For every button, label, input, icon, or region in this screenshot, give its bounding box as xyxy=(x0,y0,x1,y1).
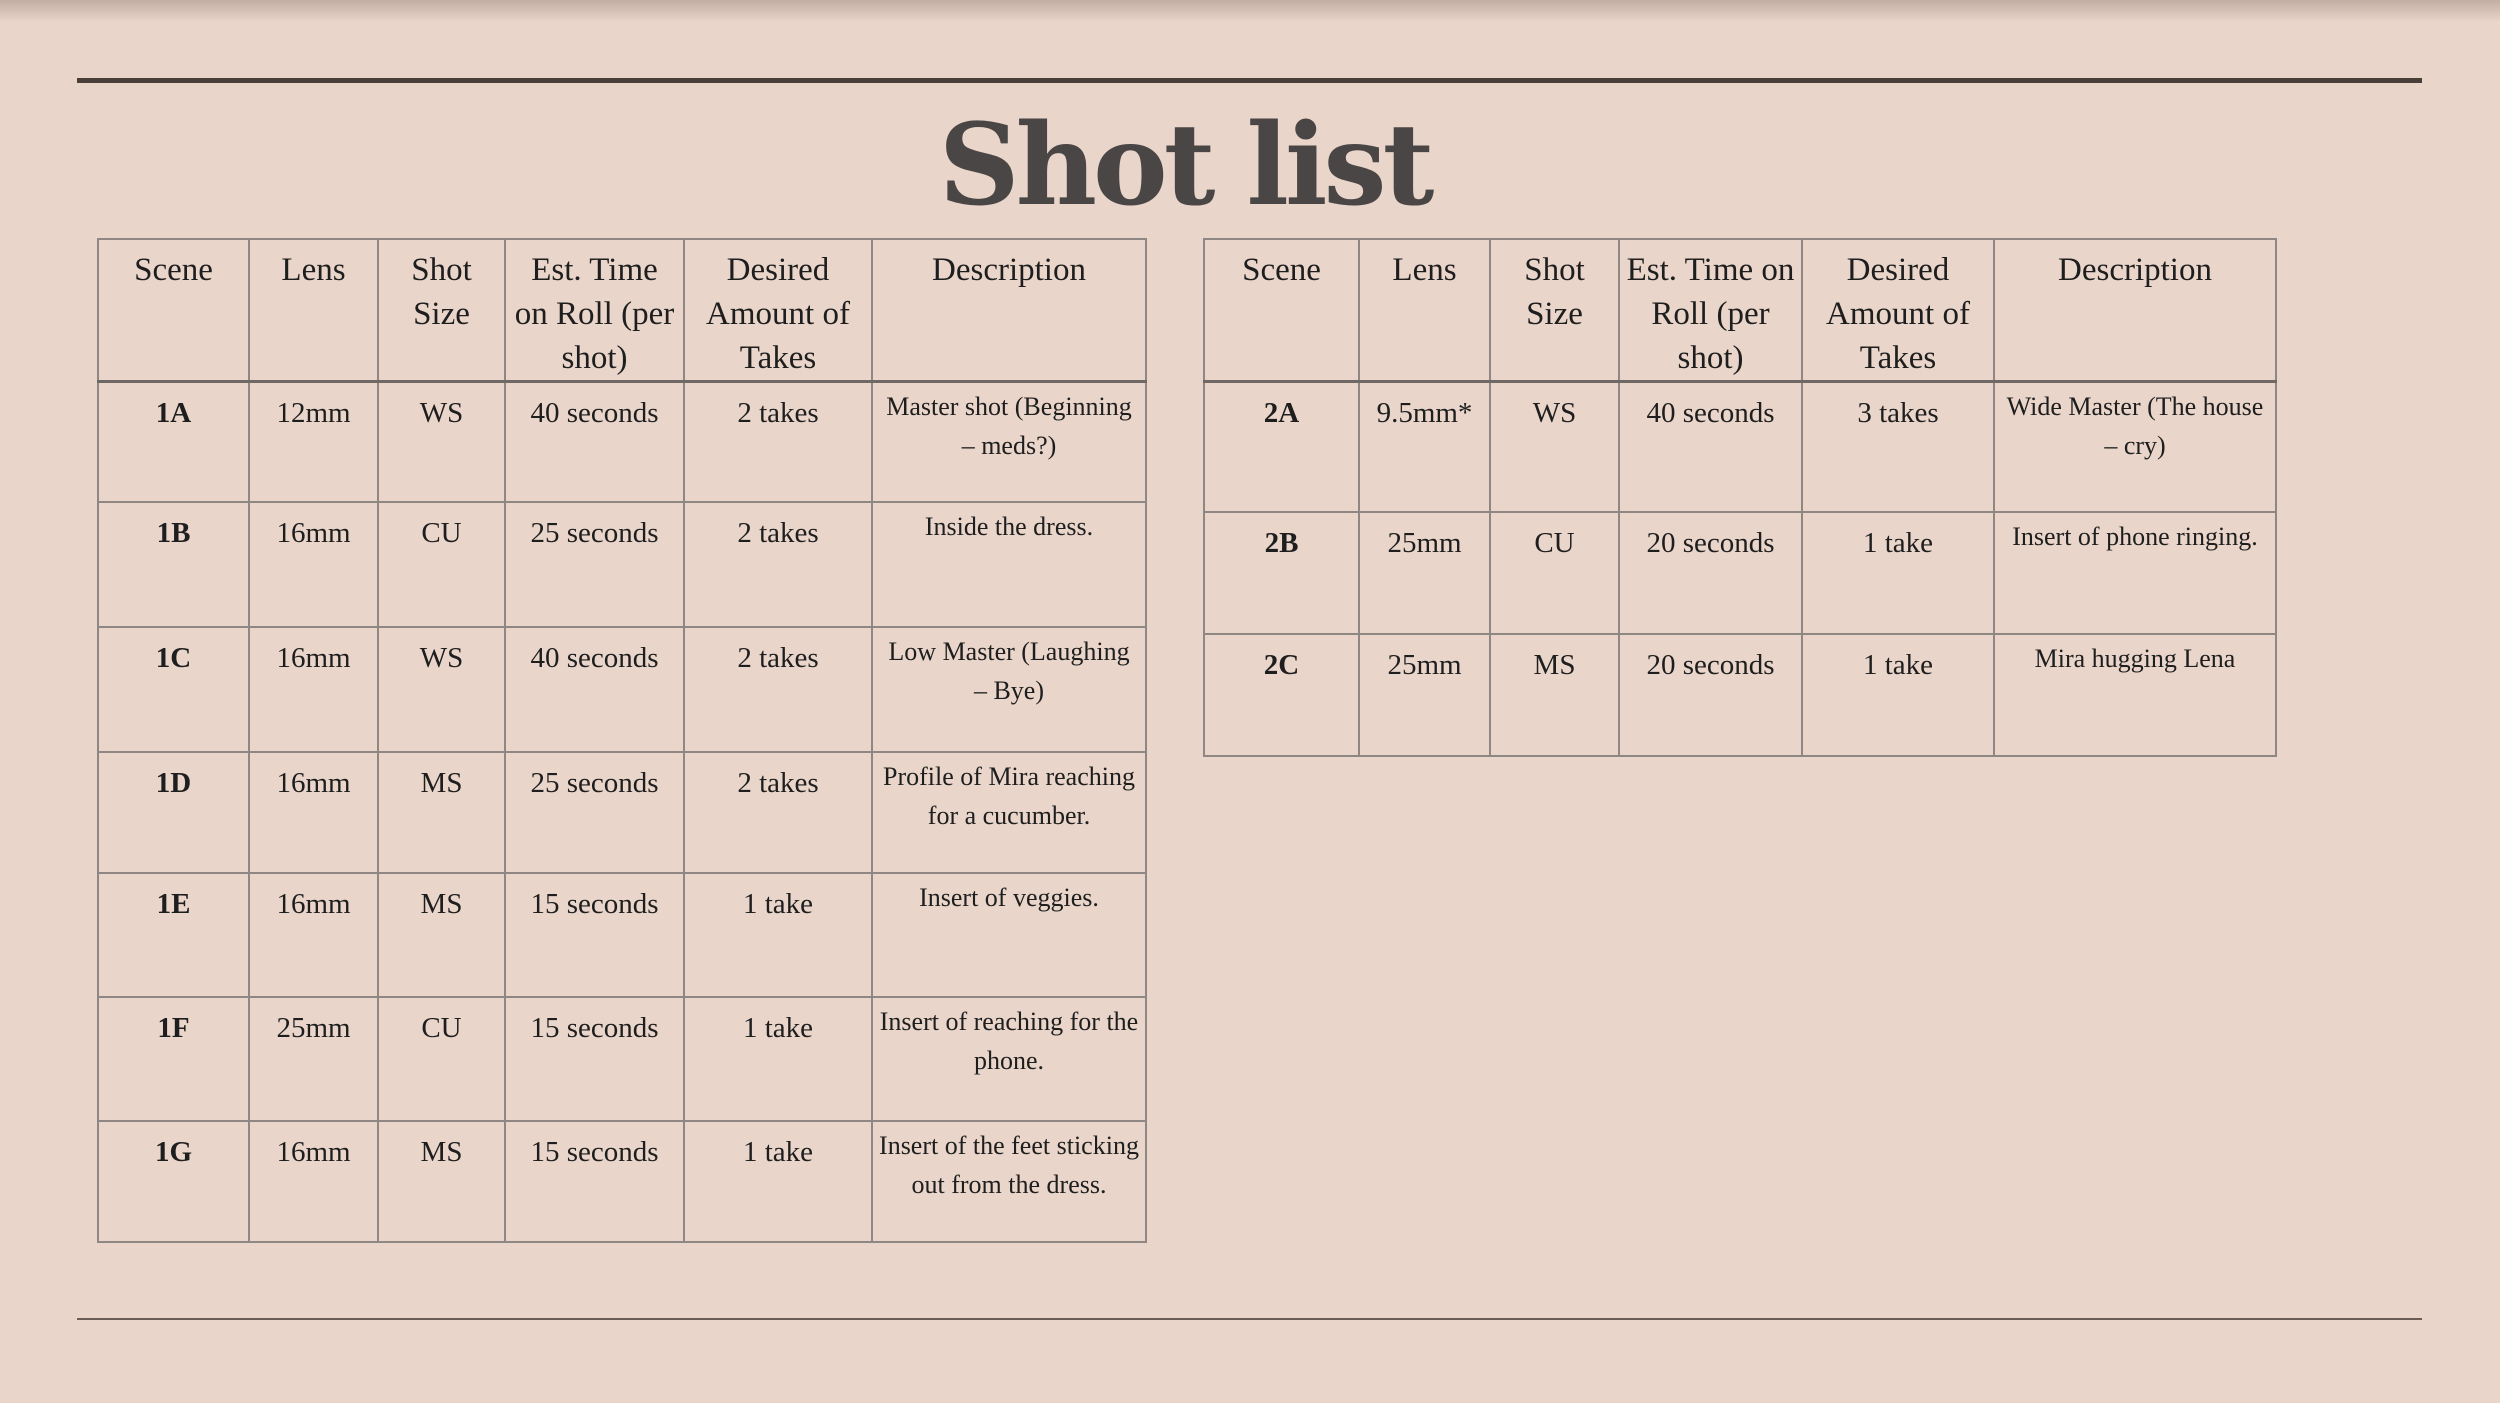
cell-lens: 12mm xyxy=(249,382,378,502)
cell-description: Master shot (Beginning – meds?) xyxy=(872,382,1146,502)
cell-lens: 25mm xyxy=(1359,634,1490,756)
header-est-time: Est. Time on Roll (per shot) xyxy=(505,239,684,382)
cell-time: 15 seconds xyxy=(505,873,684,997)
page-title: Shot list xyxy=(938,100,1431,231)
cell-takes: 1 take xyxy=(684,997,872,1121)
cell-description: Profile of Mira reaching for a cucumber. xyxy=(872,752,1146,873)
header-takes: Desired Amount of Takes xyxy=(684,239,872,382)
cell-description: Insert of phone ringing. xyxy=(1994,512,2276,634)
cell-lens: 16mm xyxy=(249,627,378,752)
table-row xyxy=(98,1121,1146,1242)
cell-shot-size: WS xyxy=(378,382,505,502)
cell-shot-size: MS xyxy=(378,873,505,997)
cell-lens: 16mm xyxy=(249,752,378,873)
cell-takes: 1 take xyxy=(684,873,872,997)
header-scene: Scene xyxy=(98,239,249,382)
cell-time: 20 seconds xyxy=(1619,512,1802,634)
cell-description: Low Master (Laughing – Bye) xyxy=(872,627,1146,752)
cell-lens: 25mm xyxy=(249,997,378,1121)
header-scene: Scene xyxy=(1204,239,1359,382)
table-row xyxy=(98,873,1146,997)
cell-shot-size: CU xyxy=(1490,512,1619,634)
table-row xyxy=(98,752,1146,873)
cell-time: 25 seconds xyxy=(505,502,684,627)
table-row xyxy=(98,382,1146,502)
cell-scene: 1A xyxy=(98,382,249,502)
top-rule xyxy=(77,78,2422,83)
cell-time: 25 seconds xyxy=(505,752,684,873)
bottom-rule xyxy=(77,1318,2422,1320)
cell-takes: 2 takes xyxy=(684,627,872,752)
header-shot-size: Shot Size xyxy=(378,239,505,382)
cell-time: 20 seconds xyxy=(1619,634,1802,756)
header-est-time: Est. Time on Roll (per shot) xyxy=(1619,239,1802,382)
shot-table-scene-1 xyxy=(97,238,1147,1243)
cell-scene: 1C xyxy=(98,627,249,752)
cell-scene: 1D xyxy=(98,752,249,873)
cell-scene: 1E xyxy=(98,873,249,997)
cell-description: Wide Master (The house – cry) xyxy=(1994,382,2276,512)
cell-scene: 2B xyxy=(1204,512,1359,634)
cell-lens: 16mm xyxy=(249,502,378,627)
cell-scene: 1G xyxy=(98,1121,249,1242)
cell-description: Insert of veggies. xyxy=(872,873,1146,997)
header-takes: Desired Amount of Takes xyxy=(1802,239,1994,382)
table-row xyxy=(1204,512,2276,634)
table-header-row xyxy=(98,239,1146,382)
cell-time: 15 seconds xyxy=(505,997,684,1121)
cell-description: Insert of the feet sticking out from the dress. xyxy=(872,1121,1146,1242)
cell-shot-size: CU xyxy=(378,502,505,627)
cell-description: Insert of reaching for the phone. xyxy=(872,997,1146,1121)
cell-time: 40 seconds xyxy=(1619,382,1802,512)
cell-shot-size: MS xyxy=(378,1121,505,1242)
top-shadow xyxy=(0,0,2500,22)
cell-time: 40 seconds xyxy=(505,627,684,752)
cell-takes: 3 takes xyxy=(1802,382,1994,512)
cell-shot-size: WS xyxy=(1490,382,1619,512)
header-description: Description xyxy=(872,239,1146,382)
table-row xyxy=(98,627,1146,752)
shot-table-scene-2 xyxy=(1203,238,2277,757)
cell-takes: 1 take xyxy=(1802,634,1994,756)
header-lens: Lens xyxy=(249,239,378,382)
cell-shot-size: CU xyxy=(378,997,505,1121)
cell-shot-size: MS xyxy=(378,752,505,873)
cell-takes: 2 takes xyxy=(684,502,872,627)
cell-shot-size: MS xyxy=(1490,634,1619,756)
cell-lens: 16mm xyxy=(249,873,378,997)
cell-scene: 1B xyxy=(98,502,249,627)
cell-time: 40 seconds xyxy=(505,382,684,502)
header-shot-size: Shot Size xyxy=(1490,239,1619,382)
cell-takes: 1 take xyxy=(684,1121,872,1242)
cell-lens: 25mm xyxy=(1359,512,1490,634)
table-row xyxy=(1204,382,2276,512)
cell-shot-size: WS xyxy=(378,627,505,752)
header-lens: Lens xyxy=(1359,239,1490,382)
cell-time: 15 seconds xyxy=(505,1121,684,1242)
header-description: Description xyxy=(1994,239,2276,382)
cell-takes: 2 takes xyxy=(684,382,872,502)
cell-description: Mira hugging Lena xyxy=(1994,634,2276,756)
table-header-row xyxy=(1204,239,2276,382)
cell-takes: 2 takes xyxy=(684,752,872,873)
cell-scene: 1F xyxy=(98,997,249,1121)
table-row xyxy=(98,502,1146,627)
cell-description: Inside the dress. xyxy=(872,502,1146,627)
cell-takes: 1 take xyxy=(1802,512,1994,634)
cell-lens: 16mm xyxy=(249,1121,378,1242)
cell-scene: 2A xyxy=(1204,382,1359,512)
table-row xyxy=(98,997,1146,1121)
cell-scene: 2C xyxy=(1204,634,1359,756)
cell-lens: 9.5mm* xyxy=(1359,382,1490,512)
table-row xyxy=(1204,634,2276,756)
